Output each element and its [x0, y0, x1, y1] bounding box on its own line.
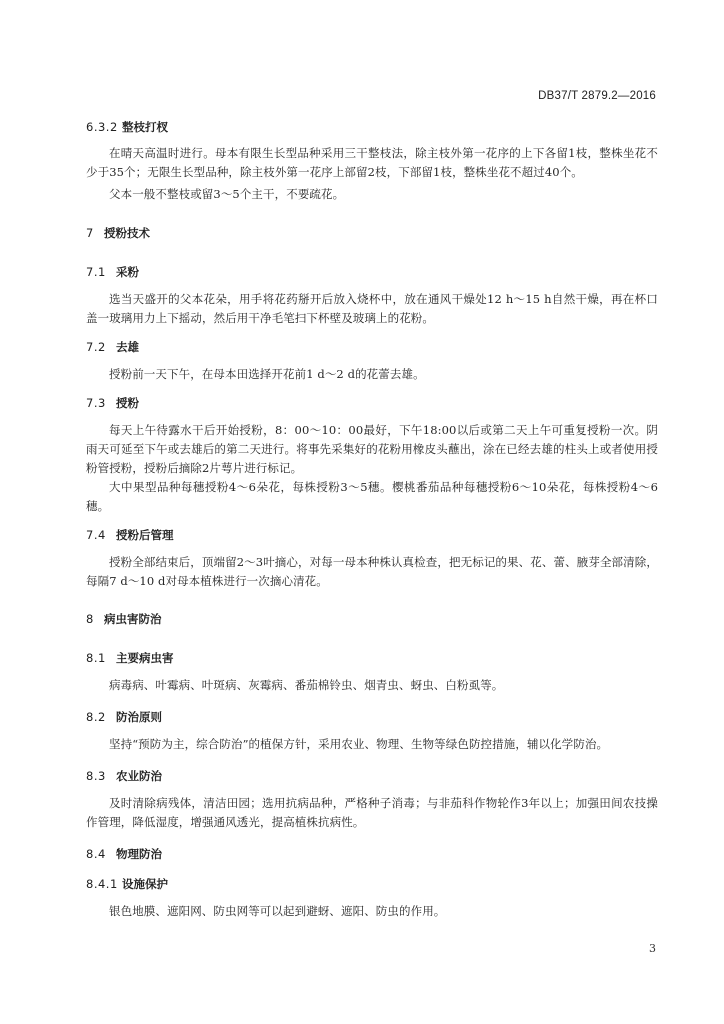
- section-heading-8-2: [86, 709, 658, 725]
- section-title: 防治原则: [116, 710, 162, 724]
- section-title: 主要病虫害: [116, 651, 174, 665]
- section-title: 整枝打杈: [122, 120, 168, 134]
- paragraph: 大中果型品种每穗授粉4～6朵花，每株授粉3～5穗。樱桃番茄品种每穗授粉6～10朵花，每株授粉4～6穗。: [86, 480, 658, 513]
- section-title: 授粉技术: [104, 226, 150, 240]
- section-number: 7: [86, 226, 94, 240]
- paragraph: 银色地膜、遮阳网、防虫网等可以起到避蚜、遮阳、防虫的作用。: [109, 904, 446, 918]
- section-heading-8-3: [86, 768, 658, 784]
- section-heading-8-4: [86, 846, 658, 862]
- paragraph: 选当天盛开的父本花朵，用手将花药掰开后放入烧杯中，放在通风干燥处12 h～15 h自然干燥，再在杯口盖一玻璃用力上下摇动，然后用干净毛笔扫下杯壁及玻璃上的花粉。: [86, 292, 658, 325]
- paragraph: 授粉全部结束后，顶端留2～3叶摘心，对每一母本种株认真检查，把无标记的果、花、蕾、腋芽全部清除，每隔7 d～10 d对母本植株进行一次摘心清花。: [86, 555, 658, 588]
- section-heading-8-1: [86, 650, 658, 666]
- section-title: 授粉后管理: [116, 528, 174, 542]
- section-number: 8.3: [86, 769, 106, 783]
- section-title: 农业防治: [116, 769, 162, 783]
- paragraph: 病毒病、叶霉病、叶斑病、灰霉病、番茄棉铃虫、烟青虫、蚜虫、白粉虱等。: [109, 678, 504, 692]
- section-title: 设施保护: [122, 877, 168, 891]
- section-heading-8-4-1: [86, 876, 658, 892]
- document-body: [86, 112, 658, 921]
- section-title: 物理防治: [116, 847, 162, 861]
- section-heading-7: [86, 225, 658, 241]
- section-title: 授粉: [116, 396, 139, 410]
- section-number: 7.1: [86, 265, 106, 279]
- section-title: 病虫害防治: [104, 612, 162, 626]
- section-heading-7-4: [86, 527, 658, 543]
- paragraph: 坚持“预防为主，综合防治”的植保方针，采用农业、物理、生物等绿色防控措施，辅以化学防治。: [109, 737, 609, 751]
- section-number: 8.4: [86, 847, 106, 861]
- section-number: 8.4.1: [86, 877, 118, 891]
- paragraph: 每天上午待露水干后开始授粉，8：00～10：00最好，下午18:00以后或第二天上午可重复授粉一次。阴雨天可延至下午或去雄后的第二天进行。将事先采集好的花粉用橡皮头蘸出，涂在已经去雄的柱头上或者使用授粉管授粉，授粉后摘除2片萼片进行标记。: [86, 423, 658, 475]
- section-heading-7-3: [86, 395, 658, 411]
- section-number: 7.2: [86, 340, 106, 354]
- section-heading-6-3-2: [86, 119, 658, 135]
- page-number: 3: [649, 942, 656, 955]
- section-title: 去雄: [116, 340, 139, 354]
- paragraph: 父本一般不整枝或留3～5个主干，不要疏花。: [109, 187, 345, 201]
- section-number: 7.3: [86, 396, 106, 410]
- section-heading-7-2: [86, 339, 658, 355]
- section-heading-7-1: [86, 264, 658, 280]
- section-number: 8: [86, 612, 94, 626]
- section-title: 采粉: [116, 265, 139, 279]
- section-number: 7.4: [86, 528, 106, 542]
- paragraph: 授粉前一天下午，在母本田选择开花前1 d～2 d的花蕾去雄。: [109, 367, 425, 381]
- section-number: 6.3.2: [86, 120, 118, 134]
- section-number: 8.2: [86, 710, 106, 724]
- standard-code: DB37/T 2879.2—2016: [538, 90, 656, 102]
- section-heading-8: [86, 611, 658, 627]
- section-number: 8.1: [86, 651, 106, 665]
- paragraph: 及时清除病残体，清洁田园；选用抗病品种，严格种子消毒；与非茄科作物轮作3年以上；加强田间农技操作管理，降低湿度，增强通风透光，提高植株抗病性。: [86, 796, 658, 829]
- paragraph: 在晴天高温时进行。母本有限生长型品种采用三干整枝法，除主枝外第一花序的上下各留1枝，整株坐花不少于35个；无限生长型品种，除主枝外第一花序上部留2枝，下部留1枝，整株坐花不超过40个。: [86, 146, 658, 179]
